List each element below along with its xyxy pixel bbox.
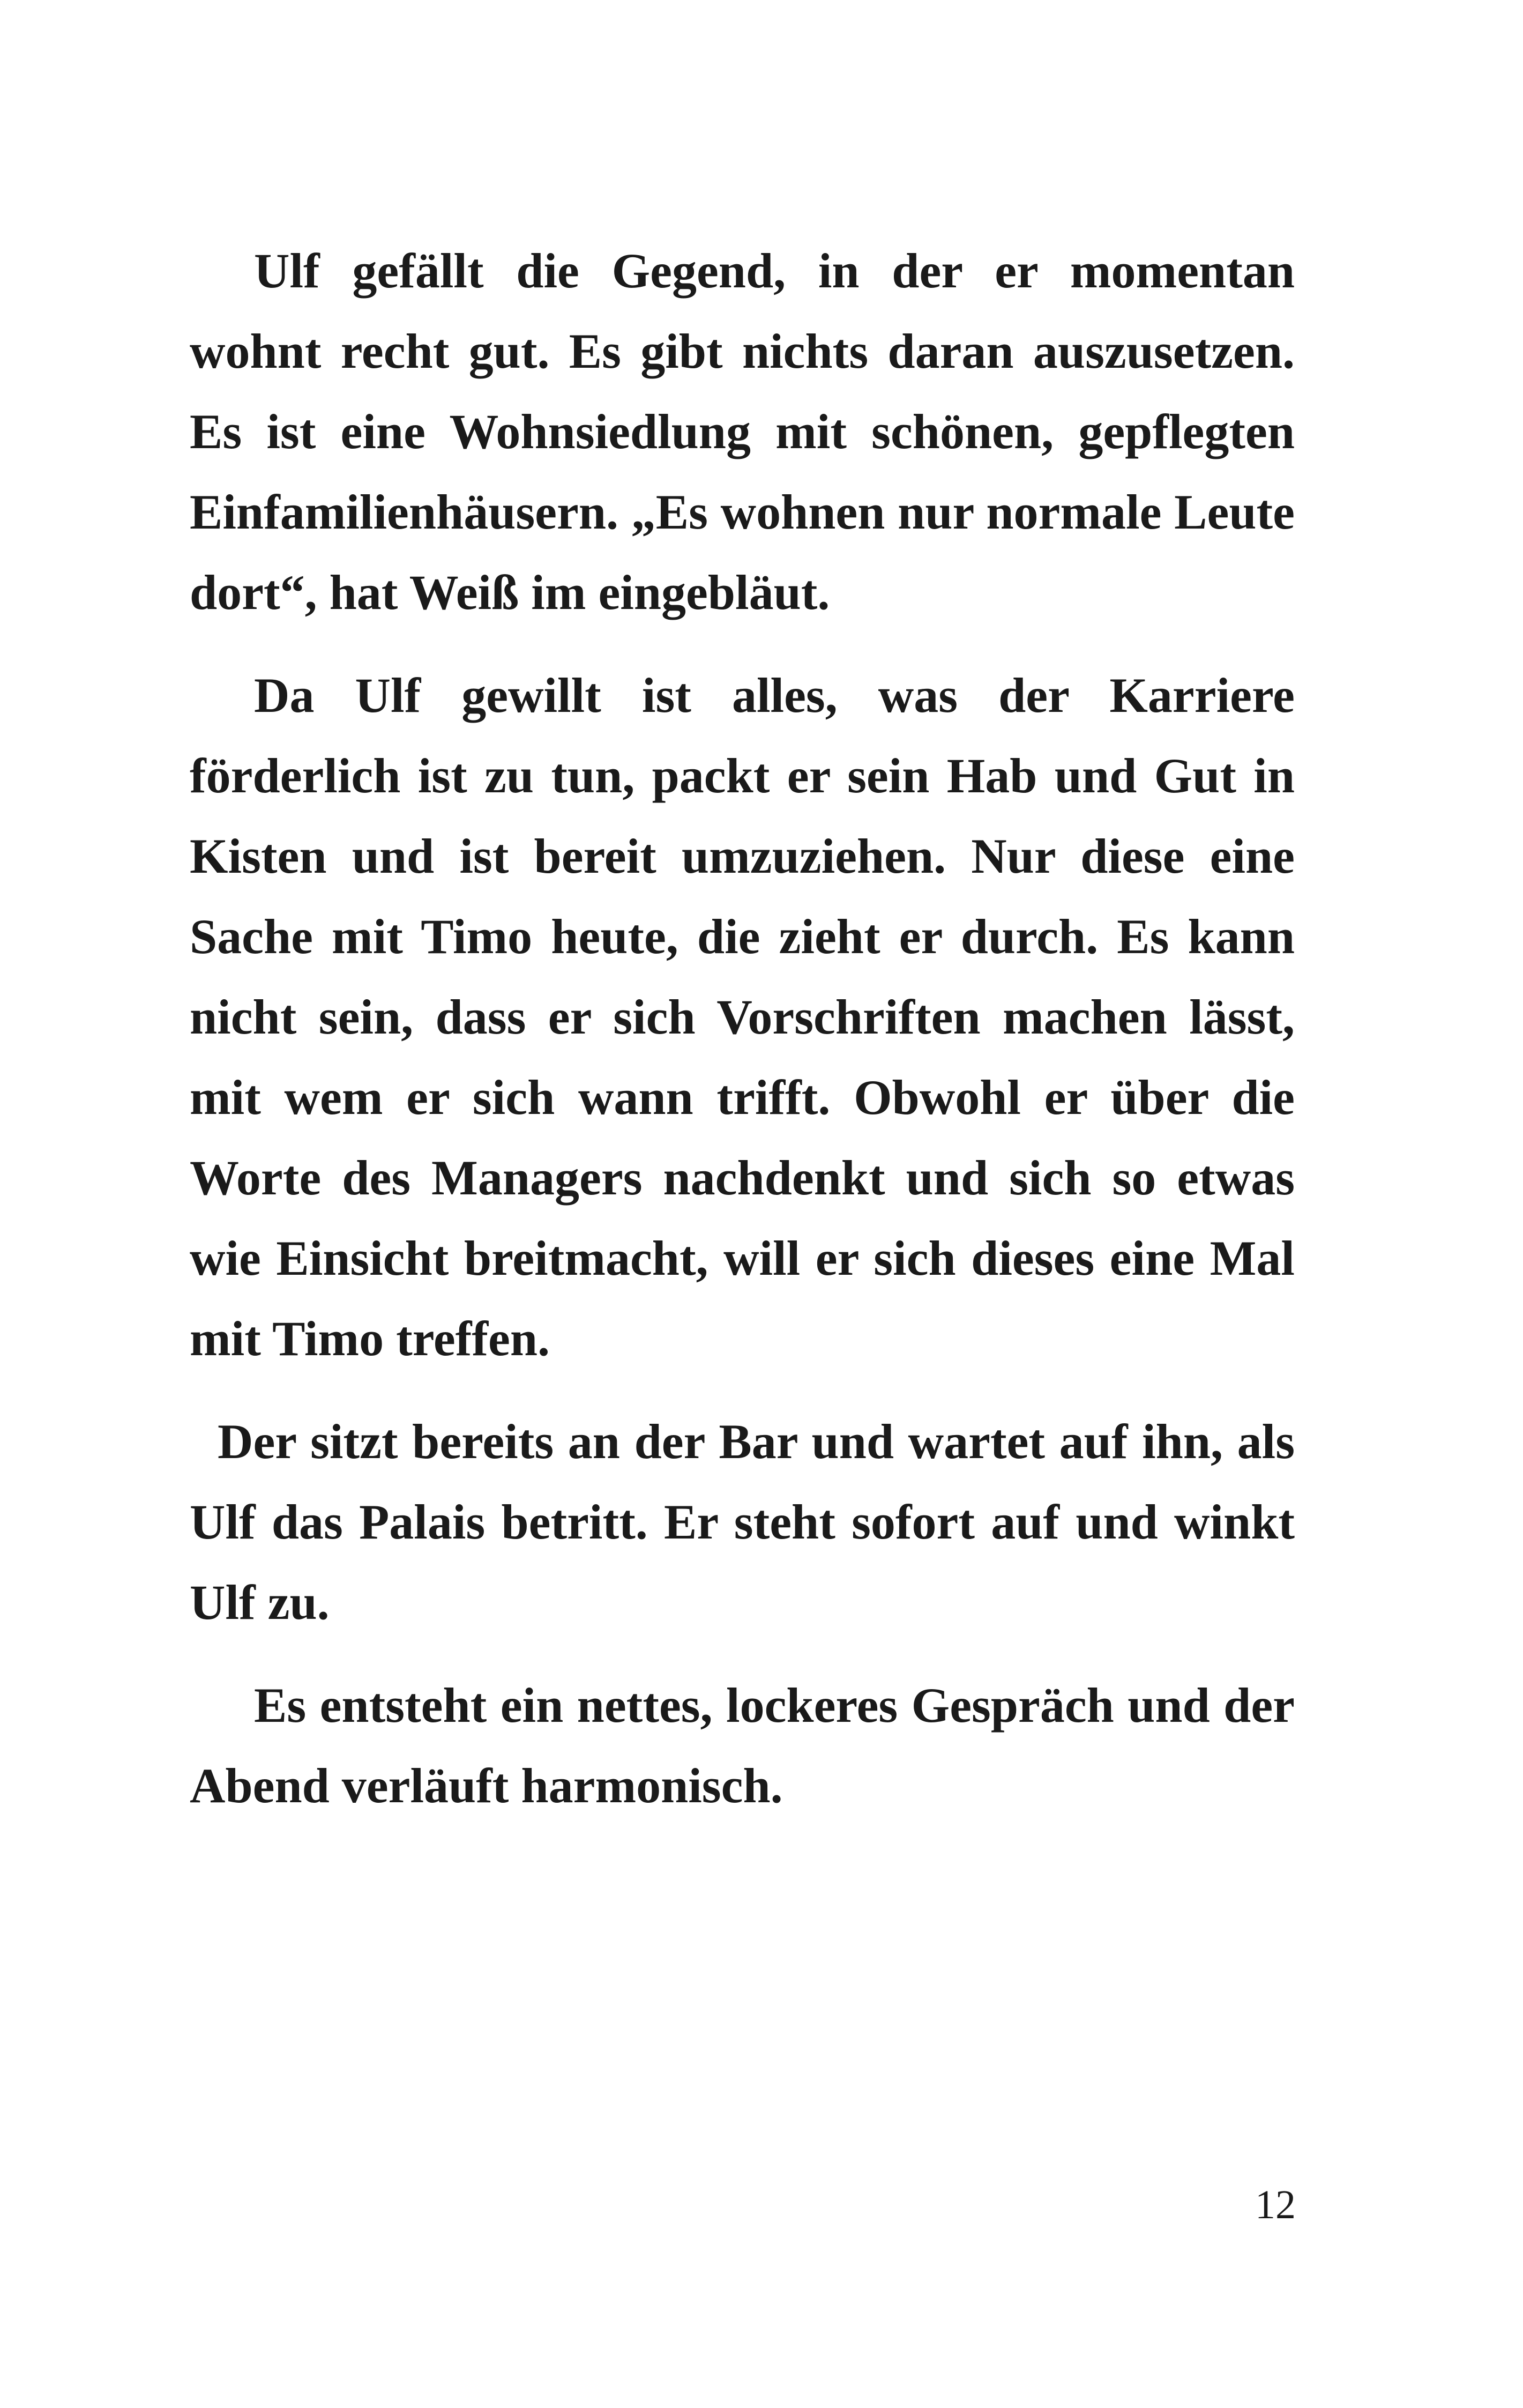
page-number: 12 <box>1255 2182 1296 2227</box>
paragraph-2: Da Ulf gewillt ist alles, was der Karriere förderlich ist zu tun, packt er sein Hab und Gut in Kisten und ist bereit umzuziehen. Nur diese eine Sache mit Timo heute, die zieht er durch. Es kann nicht sein, dass er sich Vorschriften machen lässt, mit wem er sich wann trifft. Obwohl er über die Worte des Managers nachdenkt und sich so etwas wie Einsicht breitmacht, will er sich dieses eine Mal mit Timo treffen. <box>190 668 1295 1366</box>
paragraph-4: Es entsteht ein nettes, lockeres Gespräch und der Abend verläuft harmonisch. <box>190 1678 1295 1813</box>
paragraph-3: Der sitzt bereits an der Bar und wartet auf ihn, als Ulf das Palais betritt. Er steht sofort auf und winkt Ulf zu. <box>190 1414 1295 1630</box>
body-text <box>190 231 1295 1848</box>
paragraph-1: Ulf gefällt die Gegend, in der er momentan wohnt recht gut. Es gibt nichts daran auszusetzen. Es ist eine Wohnsiedlung mit schönen, gepflegten Einfamilienhäusern. „Es wohnen nur normale Leute dort“, hat Weiß im eingebläut. <box>190 243 1295 620</box>
